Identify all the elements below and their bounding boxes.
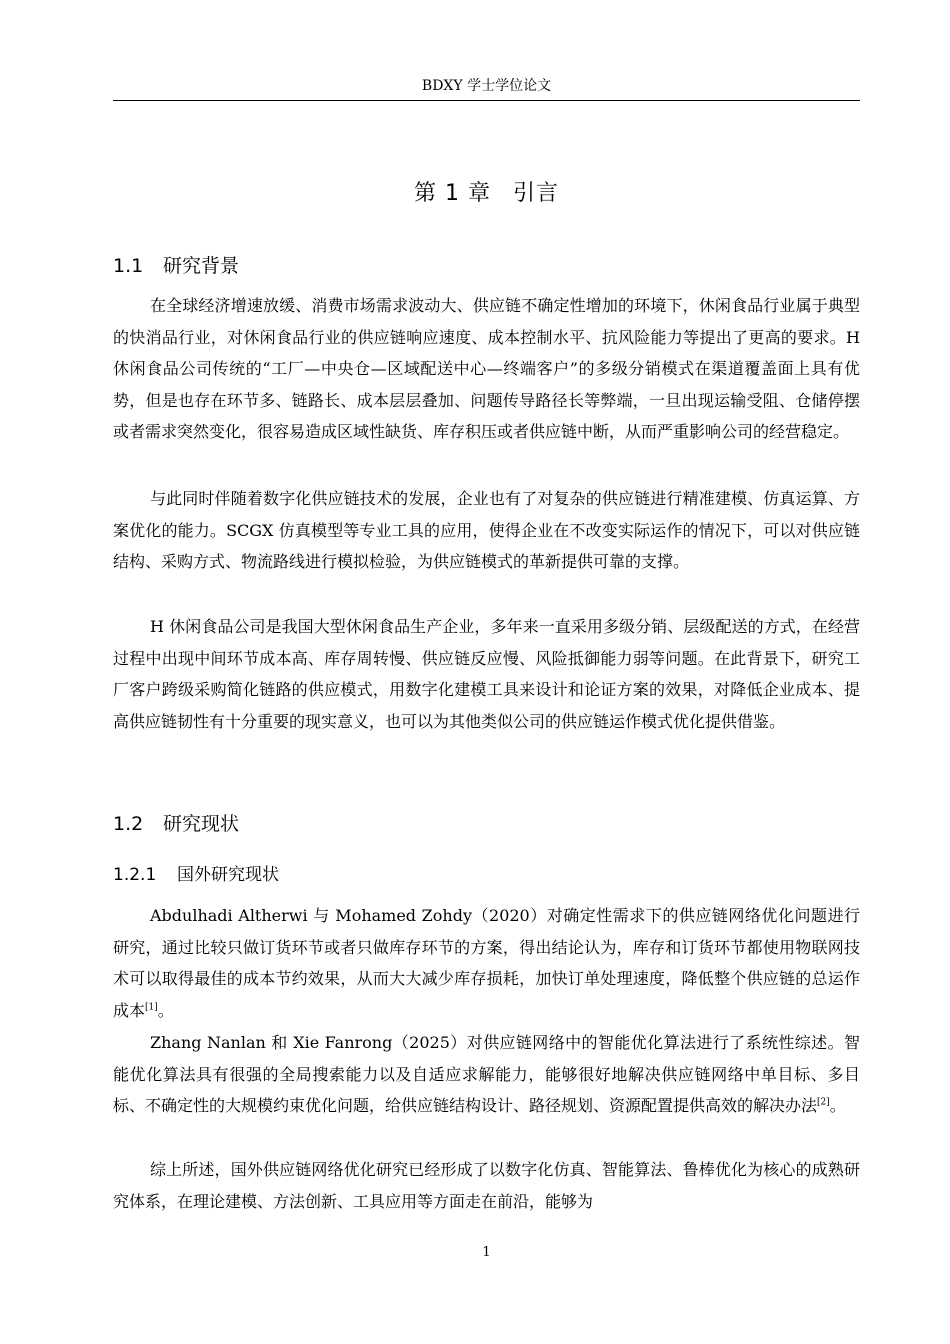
paragraph-background-1: 在全球经济增速放缓、消费市场需求波动大、供应链不确定性增加的环境下，休闲食品行业属于典型的快消品行业，对休闲食品行业的供应链响应速度、成本控制水平、抗风险能力等提出了更高的要求。H 休闲食品公司传统的“工厂—中央仓—区域配送中心—终端客户”的多级分销模式在渠道覆盖面上具有优势，但是也存在环节多、链路长、成本层层叠加、问题传导路径长等弊端，一旦出现运输受阻、仓储停摆或者需求突然变化，很容易造成区域性缺货、库存积压或者供应链中断，从而严重影响公司的经营稳定。 — [113, 296, 860, 441]
paragraph-foreign-study-2 — [113, 1027, 860, 1122]
paragraph-background-3: H 休闲食品公司是我国大型休闲食品生产企业，多年来一直采用多级分销、层级配送的方式，在经营过程中出现中间环节成本高、库存周转慢、供应链反应慢、风险抵御能力弱等问题。在此背景下，研究工厂客户跨级采购简化链路的供应模式，用数字化建模工具来设计和论证方案的效果，对降低企业成本、提高供应链韧性有十分重要的现实意义，也可以为其他类似公司的供应链运作模式优化提供借鉴。 — [113, 617, 860, 731]
subsection-title: 国外研究现状 — [177, 865, 279, 885]
paragraph-text: Abdulhadi Altherwi 与 Mohamed Zohdy（2020）对确定性需求下的供应链网络优化问题进行研究，通过比较只做订货环节或者只做库存环节的方案，得出结论认为，库存和订货环节都使用物联网技术可以取得最佳的成本节约效果，从而大大减少库存损耗，加快订单处理速度，降低整个供应链的总运作成本 — [113, 906, 860, 1020]
chapter-name: 引言 — [512, 181, 559, 206]
section-heading-1-1 — [113, 252, 239, 280]
section-heading-1-2 — [113, 810, 239, 838]
citation-ref-2[interactable]: [2] — [817, 1097, 830, 1108]
chapter-number: 第 1 章 — [414, 181, 491, 206]
section-title: 研究背景 — [163, 255, 240, 277]
header-rule — [113, 100, 860, 101]
paragraph-foreign-summary: 综上所述，国外供应链网络优化研究已经形成了以数字化仿真、智能算法、鲁棒优化为核心的成熟研究体系，在理论建模、方法创新、工具应用等方面走在前沿，能够为 — [113, 1160, 860, 1211]
paragraph-background-2: 与此同时伴随着数字化供应链技术的发展，企业也有了对复杂的供应链进行精准建模、仿真运算、方案优化的能力。SCGX 仿真模型等专业工具的应用，使得企业在不改变实际运作的情况下，可以对供应链结构、采购方式、物流路线进行模拟检验，为供应链模式的革新提供可靠的支撑。 — [113, 489, 860, 571]
chapter-title — [113, 178, 860, 210]
citation-ref-1[interactable]: [1] — [145, 1002, 158, 1013]
paragraph-end: 。 — [157, 1000, 174, 1020]
section-title: 研究现状 — [163, 813, 240, 835]
subsection-heading-1-2-1 — [113, 862, 279, 888]
paragraph-foreign-study-1 — [113, 900, 860, 1026]
paragraph-text: Zhang Nanlan 和 Xie Fanrong（2025）对供应链网络中的智能优化算法进行了系统性综述。智能优化算法具有很强的全局搜索能力以及自适应求解能力，能够很好地解决供应链网络中单目标、多目标、不确定性的大规模约束优化问题，给供应链结构设计、路径规划、资源配置提供高效的解决办法 — [113, 1033, 860, 1115]
running-header: BDXY 学士学位论文 — [421, 78, 552, 94]
paragraph-end: 。 — [829, 1096, 846, 1115]
section-number: 1.2 — [113, 813, 144, 835]
section-number: 1.1 — [113, 255, 144, 277]
subsection-number: 1.2.1 — [113, 865, 157, 885]
page-number: 1 — [482, 1245, 491, 1260]
